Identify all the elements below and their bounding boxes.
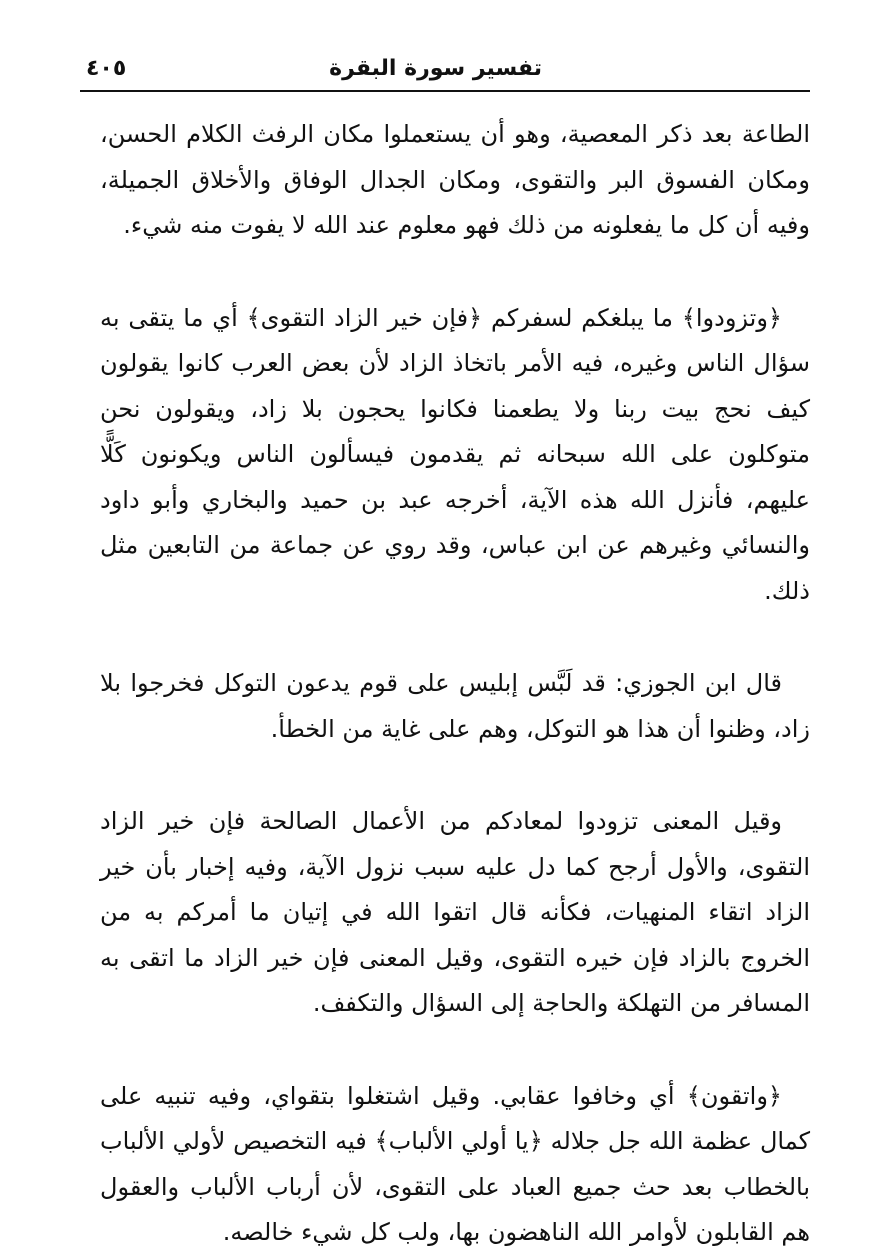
page-header xyxy=(80,50,810,90)
running-title: تفسير سورة البقرة xyxy=(329,56,542,81)
paragraph-5: ﴿واتقون﴾ أي وخافوا عقابي. وقيل اشتغلوا بتقواي، وفيه تنبيه على كمال عظمة الله جل جلاله ﴿يا أولي الألباب﴾ فيه التخصيص لأولي الألباب بالخطاب بعد حث جميع العباد على التقوى، لأن أرباب الألباب والعقول هم القابلون لأوامر الله الناهضون بها، ولب كل شيء خالصه. xyxy=(100,1081,810,1246)
header-rule xyxy=(80,90,810,92)
paragraph-1: الطاعة بعد ذكر المعصية، وهو أن يستعملوا مكان الرفث الكلام الحسن، ومكان الفسوق البر والتقوى، ومكان الجدال الوفاق والأخلاق الجميلة، وفيه أن كل ما يفعلونه من ذلك فهو معلوم عند الله لا يفوت منه شيء. xyxy=(100,120,810,239)
page-number: ٤٠٥ xyxy=(86,56,127,81)
page-body xyxy=(100,112,810,1256)
paragraph-3: قال ابن الجوزي: قد لَبَّس إبليس على قوم يدعون التوكل فخرجوا بلا زاد، وظنوا أن هذا هو التوكل، وهم على غاية من الخطأ. xyxy=(100,669,810,743)
paragraph-2: ﴿وتزودوا﴾ ما يبلغكم لسفركم ﴿فإن خير الزاد التقوى﴾ أي ما يتقى به سؤال الناس وغيره، فيه الأمر باتخاذ الزاد لأن بعض العرب كانوا يقولون كيف نحج بيت ربنا ولا يطعمنا فكانوا يحجون بلا زاد، ويقولون نحن متوكلون على الله سبحانه ثم يقدمون فيسألون الناس ويكونون كَلًّا عليهم، فأنزل الله هذه الآية، أخرجه عبد بن حميد والبخاري وأبو داود والنسائي وغيرهم عن ابن عباس، وقد روي عن جماعة من التابعين مثل ذلك. xyxy=(100,303,810,605)
paragraph-4: وقيل المعنى تزودوا لمعادكم من الأعمال الصالحة فإن خير الزاد التقوى، والأول أرجح كما دل عليه سبب نزول الآية، وفيه إخبار بأن خير الزاد اتقاء المنهيات، فكأنه قال اتقوا الله في إتيان ما أمركم به من الخروج بالزاد فإن خيره التقوى، وقيل المعنى فإن خير الزاد ما اتقى به المسافر من التهلكة والحاجة إلى السؤال والتكفف. xyxy=(100,807,810,1017)
